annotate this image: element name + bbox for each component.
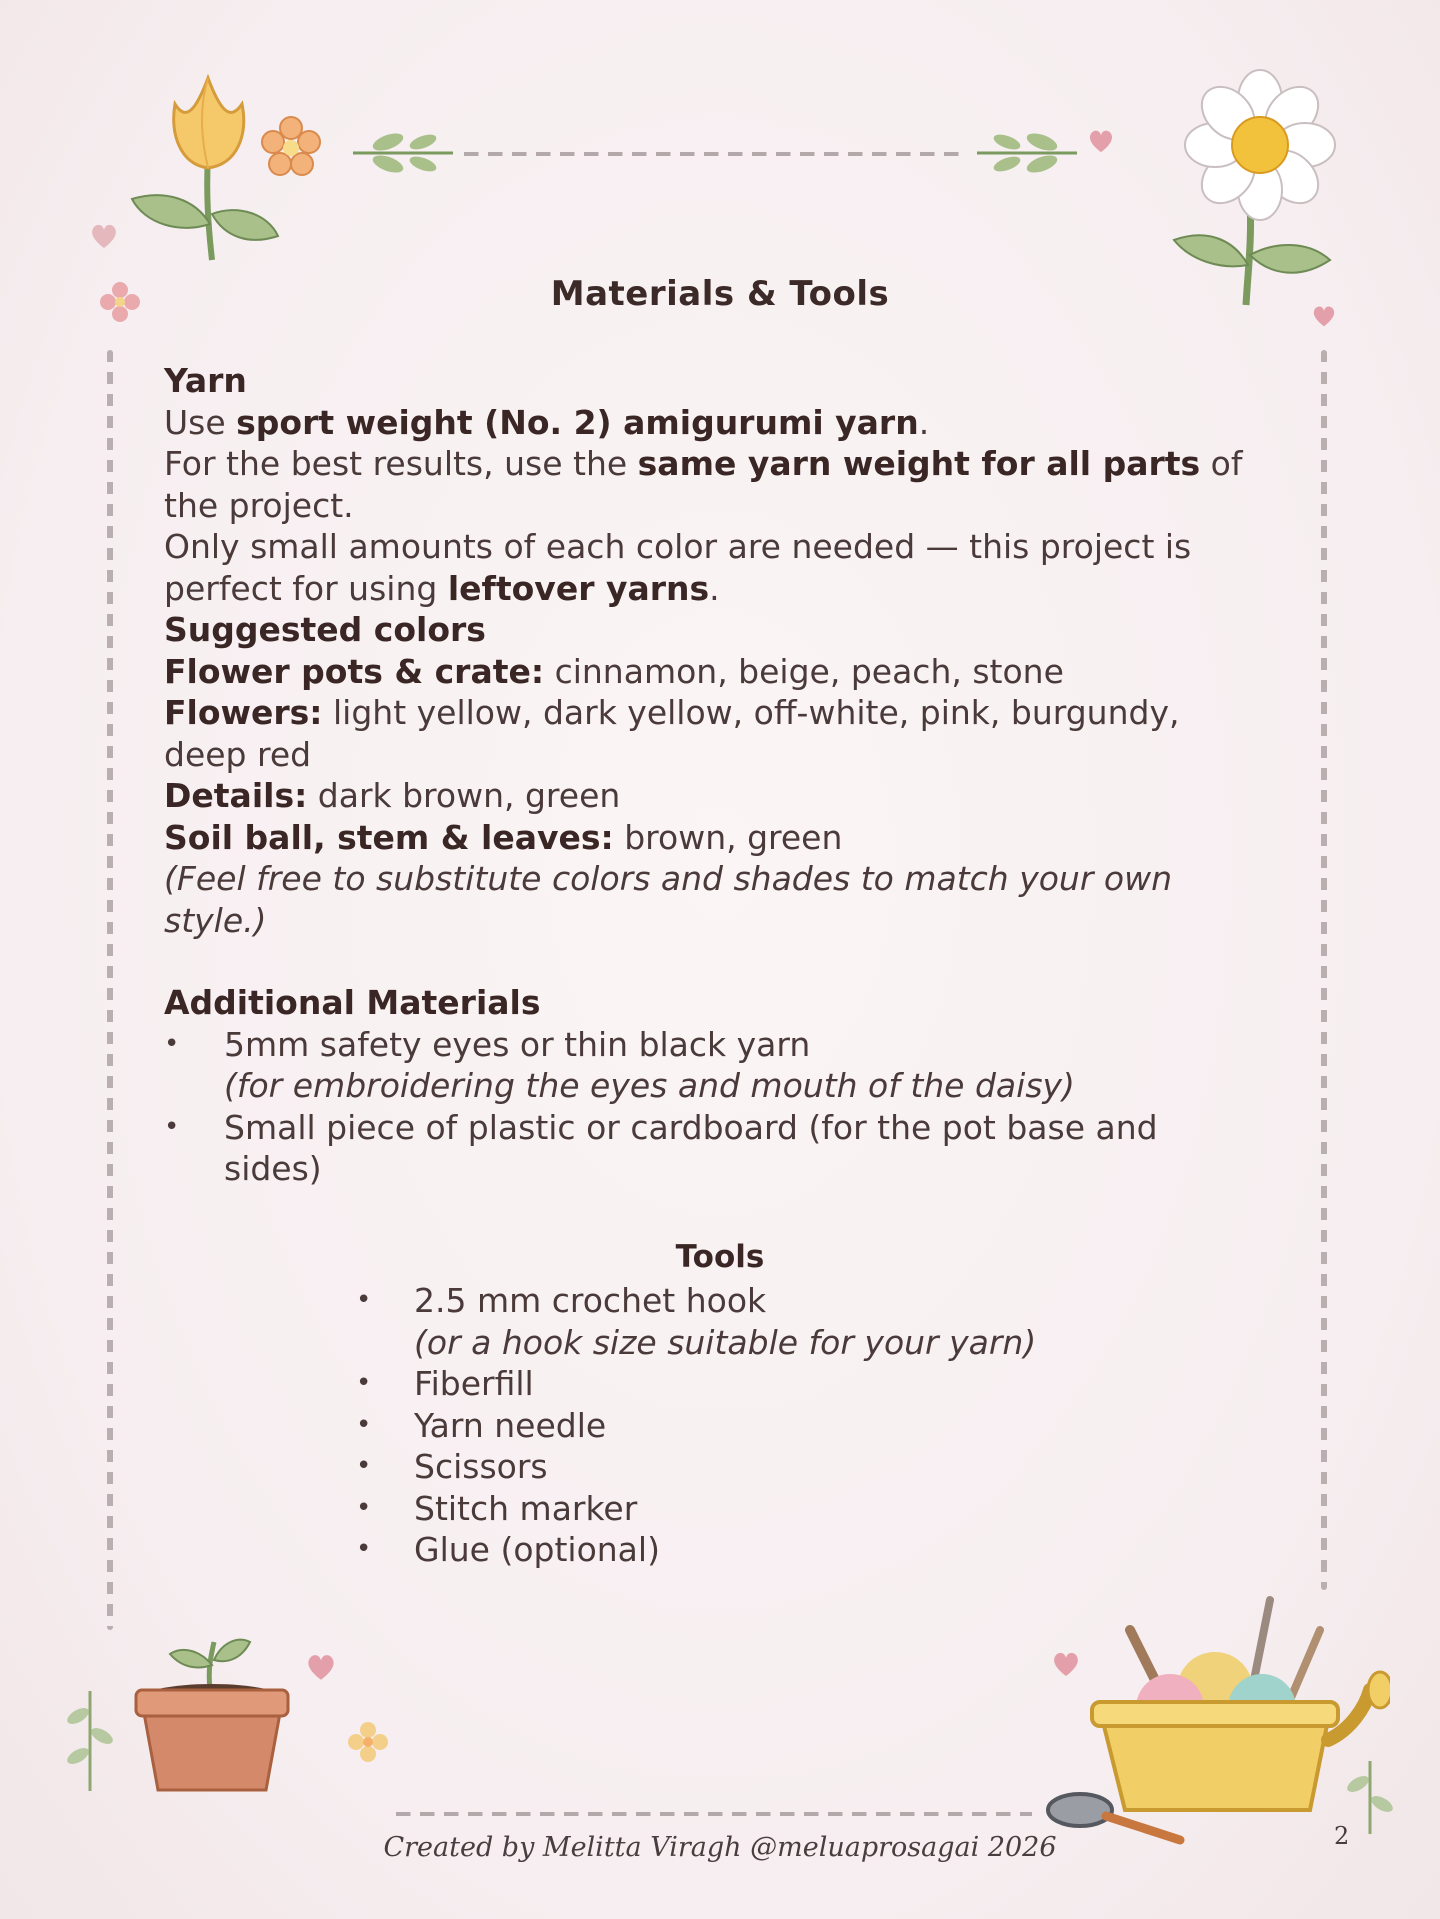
tools-section — [356, 1280, 1256, 1571]
list-item: • Small piece of plastic or cardboard (for the pot base and sides) — [164, 1107, 1264, 1190]
additional-materials-heading: Additional Materials — [164, 983, 541, 1022]
list-item: • Yarn needle — [356, 1405, 1256, 1447]
leaf-sprig-icon — [972, 128, 1082, 178]
color-row: Details: dark brown, green — [164, 776, 621, 815]
page-number: 2 — [1334, 1822, 1350, 1850]
bottom-divider — [396, 1812, 1032, 1816]
flower-icon — [256, 112, 326, 182]
list-item: • Scissors — [356, 1446, 1256, 1488]
left-border — [107, 350, 113, 1630]
additional-materials-list — [164, 1024, 1264, 1190]
footer-credit: Created by Melitta Viragh @meluaprosagai 2026 — [383, 1832, 1057, 1863]
top-divider — [464, 152, 964, 156]
tools-heading: Tools — [675, 1239, 765, 1275]
list-item: • Fiberfill — [356, 1363, 1256, 1405]
list-item: • Stitch marker — [356, 1488, 1256, 1530]
leaf-sprig-icon — [348, 128, 458, 178]
materials-section — [164, 360, 1264, 1190]
heart-icon — [1050, 1650, 1082, 1678]
list-item: • 2.5 mm crochet hook (or a hook size suitable for your yarn) — [356, 1280, 1256, 1363]
color-note: (Feel free to substitute colors and shades to match your own style.) — [164, 859, 1172, 940]
suggested-colors-heading: Suggested colors — [164, 610, 486, 649]
list-item: • Glue (optional) — [356, 1529, 1256, 1571]
color-row: Flowers: light yellow, dark yellow, off-white, pink, burgundy, deep red — [164, 693, 1180, 774]
leaf-sprig-icon — [60, 1686, 120, 1796]
yarn-line-2: For the best results, use the same yarn weight for all parts of the project. — [164, 444, 1243, 525]
color-row: Soil ball, stem & leaves: brown, green — [164, 817, 843, 857]
tools-list — [356, 1280, 1256, 1571]
heart-icon — [88, 222, 120, 250]
right-border — [1321, 350, 1327, 1590]
daisy-icon — [1160, 60, 1360, 310]
list-item: • 5mm safety eyes or thin black yarn (for embroidering the eyes and mouth of the daisy) — [164, 1024, 1264, 1107]
flower-pot-icon — [130, 1620, 310, 1800]
flower-small-icon — [346, 1720, 390, 1764]
heart-icon — [1086, 128, 1116, 154]
yarn-line-3: Only small amounts of each color are needed — this project is perfect for using leftover yarns. — [164, 527, 1192, 608]
color-row: Flower pots & crate: cinnamon, beige, peach, stone — [164, 651, 1064, 691]
yarn-line-1: Use sport weight (No. 2) amigurumi yarn. — [164, 402, 930, 442]
page-title: Materials & Tools — [550, 274, 890, 314]
yarn-basket-icon — [1040, 1590, 1390, 1850]
heart-icon — [304, 1652, 338, 1682]
yarn-heading: Yarn — [164, 361, 247, 400]
